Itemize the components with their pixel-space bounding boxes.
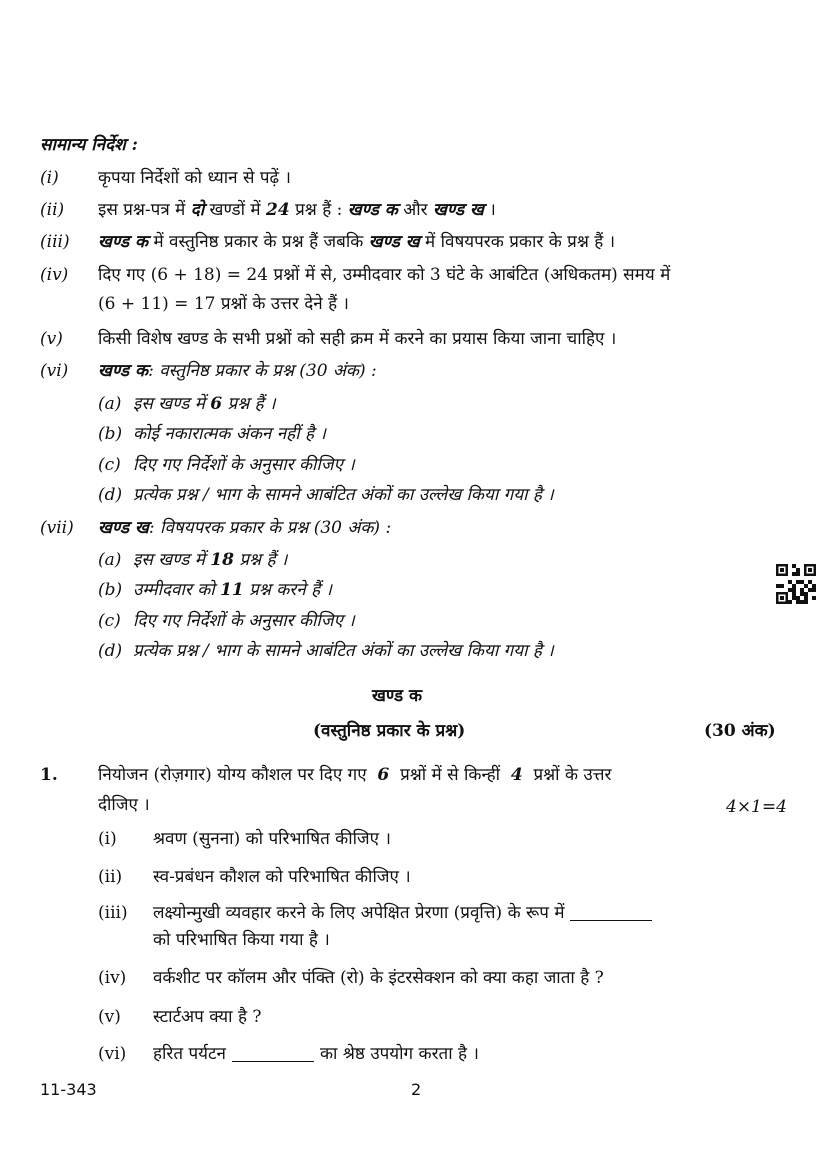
- subitem-number: (a): [98, 394, 122, 414]
- instruction-number: (i): [40, 168, 59, 188]
- question-text-line1: नियोजन (रोज़गार) योग्य कौशल पर दिए गए 6 प्रश्नों में से किन्हीं 4 प्रश्नों के उत्तर: [98, 765, 612, 785]
- part-text-line1: लक्ष्योन्मुखी व्यवहार करने के लिए अपेक्षित प्रेरणा (प्रवृत्ति) के रूप में: [153, 902, 658, 924]
- part-number: (iv): [98, 968, 127, 988]
- section-marks: (30 अंक): [704, 721, 776, 741]
- part-text: स्टार्टअप क्या है ?: [153, 1007, 262, 1027]
- part-text: हरित पर्यटन का श्रेष्ठ उपयोग करता है ।: [153, 1044, 479, 1064]
- part-number: (v): [98, 1007, 121, 1027]
- question-marks: 4×1=4: [726, 797, 787, 817]
- section-subtitle: (वस्तुनिष्ठ प्रकार के प्रश्न): [313, 721, 466, 741]
- part-number: (i): [98, 829, 117, 849]
- subitem-text: इस खण्ड में 6 प्रश्न हैं ।: [133, 394, 276, 414]
- subitem-number: (b): [98, 424, 123, 444]
- instruction-text: कृपया निर्देशों को ध्यान से पढ़ें ।: [98, 168, 291, 188]
- question-number: 1.: [40, 765, 58, 785]
- instruction-text: किसी विशेष खण्ड के सभी प्रश्नों को सही क्रम में करने का प्रयास किया जाना चाहिए ।: [98, 329, 617, 349]
- section-title: खण्ड क: [372, 686, 423, 706]
- instruction-number: (vii): [40, 518, 74, 538]
- instruction-number: (iv): [40, 265, 69, 285]
- instruction-text: खण्ड क में वस्तुनिष्ठ प्रकार के प्रश्न हैं जबकि खण्ड ख में विषयपरक प्रकार के प्रश्न हैं ।: [98, 232, 616, 252]
- qr-code-icon: [776, 564, 816, 604]
- instruction-text: खण्ड क: वस्तुनिष्ठ प्रकार के प्रश्न (30 अंक) :: [98, 361, 377, 381]
- part-text: श्रवण (सुनना) को परिभाषित कीजिए ।: [153, 829, 391, 849]
- instruction-text-line1: दिए गए (6 + 18) = 24 प्रश्नों में से, उम्मीदवार को 3 घंटे के आबंटित (अधिकतम) समय में: [98, 265, 671, 285]
- instruction-number: (v): [40, 329, 63, 349]
- question-text-line2: दीजिए ।: [98, 795, 150, 815]
- paper-code: 11-343: [40, 1080, 97, 1099]
- part-text: स्व-प्रबंधन कौशल को परिभाषित कीजिए ।: [153, 867, 411, 887]
- page-number: 2: [411, 1080, 422, 1099]
- answer-blank: [232, 1061, 314, 1062]
- subitem-text: इस खण्ड में 18 प्रश्न हैं ।: [133, 550, 288, 570]
- answer-blank: [570, 920, 652, 921]
- subitem-text: प्रत्येक प्रश्न / भाग के सामने आबंटित अंकों का उल्लेख किया गया है ।: [133, 485, 554, 505]
- subitem-number: (a): [98, 550, 122, 570]
- subitem-text: कोई नकारात्मक अंकन नहीं है ।: [133, 424, 326, 444]
- subitem-text: दिए गए निर्देशों के अनुसार कीजिए ।: [133, 611, 355, 631]
- part-number: (iii): [98, 903, 128, 923]
- subitem-number: (b): [98, 580, 123, 600]
- part-text: वर्कशीट पर कॉलम और पंक्ति (रो) के इंटरसेक्शन को क्या कहा जाता है ?: [153, 968, 604, 988]
- general-instructions-heading: सामान्य निर्देश :: [40, 135, 138, 155]
- instruction-number: (vi): [40, 361, 69, 381]
- part-text-line2: को परिभाषित किया गया है ।: [153, 930, 330, 950]
- instruction-text-line2: (6 + 11) = 17 प्रश्नों के उत्तर देने हैं ।: [98, 294, 349, 314]
- instruction-text: इस प्रश्न-पत्र में दो खण्डों में 24 प्रश्न हैं : खण्ड क और खण्ड ख ।: [98, 200, 496, 220]
- instruction-text: खण्ड ख: विषयपरक प्रकार के प्रश्न (30 अंक) :: [98, 518, 392, 538]
- subitem-number: (c): [98, 611, 121, 631]
- subitem-number: (d): [98, 641, 123, 661]
- subitem-number: (d): [98, 485, 123, 505]
- part-number: (vi): [98, 1044, 127, 1064]
- part-number: (ii): [98, 867, 123, 887]
- subitem-text: प्रत्येक प्रश्न / भाग के सामने आबंटित अंकों का उल्लेख किया गया है ।: [133, 641, 554, 661]
- instruction-number: (ii): [40, 200, 65, 220]
- subitem-text: उम्मीदवार को 11 प्रश्न करने हैं ।: [133, 580, 332, 600]
- subitem-text: दिए गए निर्देशों के अनुसार कीजिए ।: [133, 455, 355, 475]
- subitem-number: (c): [98, 455, 121, 475]
- instruction-number: (iii): [40, 232, 70, 252]
